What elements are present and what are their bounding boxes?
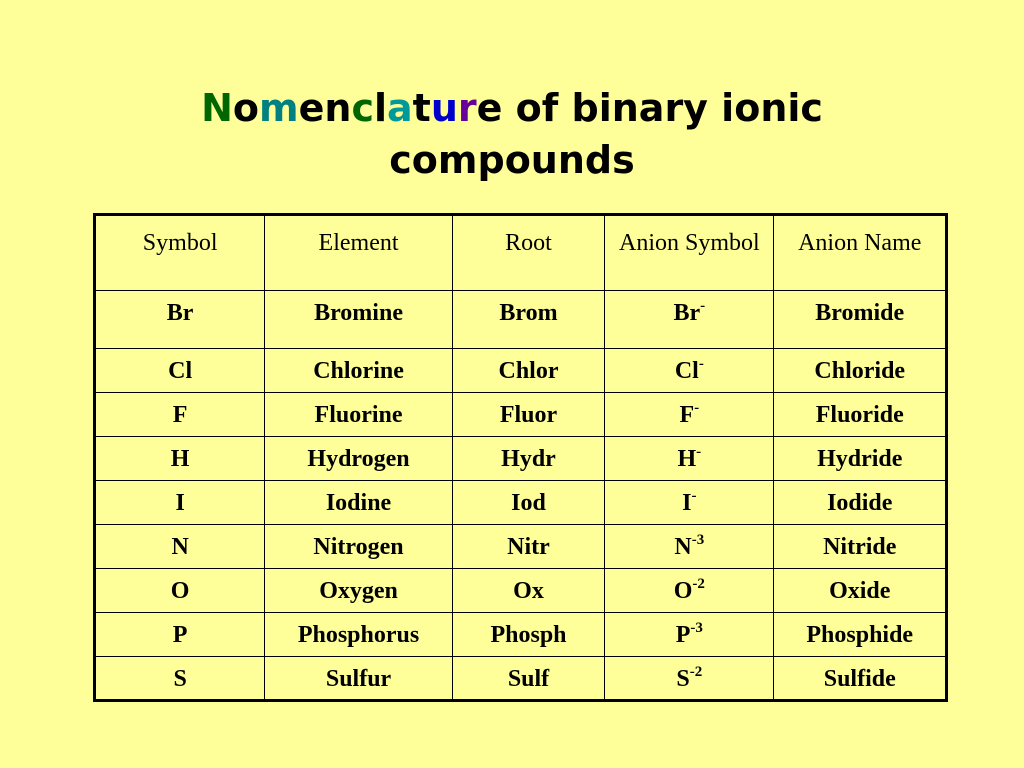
anion-base: S: [676, 666, 690, 692]
cell-anion-symbol: [605, 613, 774, 657]
cell-anion-symbol: [605, 481, 774, 525]
table-row: [95, 481, 947, 525]
anion-charge: -: [698, 356, 704, 372]
cell-element: Phosphorus: [265, 613, 453, 657]
cell-element: Hydrogen: [265, 437, 453, 481]
cell-anion-symbol: [605, 569, 774, 613]
title-letter: c: [351, 86, 374, 130]
anion-charge: -: [696, 444, 702, 460]
table-row: [95, 349, 947, 393]
cell-symbol: S: [95, 657, 265, 701]
table-row: [95, 393, 947, 437]
header-symbol: Symbol: [95, 215, 265, 291]
cell-element: Chlorine: [265, 349, 453, 393]
anion-charge: -: [700, 298, 706, 314]
cell-root: Chlor: [452, 349, 604, 393]
cell-symbol: I: [95, 481, 265, 525]
header-anion-name: Anion Name: [774, 215, 947, 291]
title-letter: n: [324, 86, 352, 130]
cell-symbol: Br: [95, 291, 265, 349]
cell-root: Ox: [452, 569, 604, 613]
header-element: Element: [265, 215, 453, 291]
cell-anion-symbol: [605, 349, 774, 393]
cell-anion-name: Bromide: [774, 291, 947, 349]
header-row: [95, 215, 947, 291]
anion-base: F: [679, 402, 695, 428]
cell-anion-symbol: [605, 525, 774, 569]
title-letter: m: [258, 86, 299, 130]
anion-base: I: [682, 490, 692, 516]
header-anion-symbol: Anion Symbol: [605, 215, 774, 291]
cell-symbol: F: [95, 393, 265, 437]
cell-element: Iodine: [265, 481, 453, 525]
header-root: Root: [452, 215, 604, 291]
title-letter: N: [201, 86, 233, 130]
cell-element: Sulfur: [265, 657, 453, 701]
cell-element: Fluorine: [265, 393, 453, 437]
anion-charge: -2: [689, 664, 703, 680]
cell-root: Sulf: [452, 657, 604, 701]
nomenclature-table: [93, 213, 948, 702]
cell-root: Nitr: [452, 525, 604, 569]
anion-base: O: [673, 578, 693, 604]
cell-element: Bromine: [265, 291, 453, 349]
cell-anion-symbol: [605, 393, 774, 437]
cell-anion-symbol: [605, 657, 774, 701]
cell-anion-symbol: [605, 291, 774, 349]
cell-symbol: N: [95, 525, 265, 569]
cell-root: Hydr: [452, 437, 604, 481]
anion-base: P: [675, 622, 691, 648]
anion-charge: -2: [692, 576, 705, 592]
cell-anion-name: Chloride: [774, 349, 947, 393]
table-row: [95, 525, 947, 569]
title-line-2: compounds: [389, 138, 635, 182]
anion-charge: -3: [690, 620, 703, 636]
slide-title: [0, 82, 1024, 186]
title-letter: r: [457, 86, 477, 130]
anion-base: Cl: [674, 358, 699, 384]
table-row: [95, 437, 947, 481]
cell-element: Nitrogen: [265, 525, 453, 569]
title-letter: t: [412, 86, 431, 130]
cell-root: Fluor: [452, 393, 604, 437]
title-line-1: [0, 82, 1024, 134]
title-letter: o: [232, 86, 259, 130]
cell-symbol: O: [95, 569, 265, 613]
table-row: [95, 613, 947, 657]
cell-symbol: P: [95, 613, 265, 657]
title-letter: e: [298, 86, 325, 130]
title-letter: l: [373, 86, 387, 130]
anion-charge: -: [691, 488, 697, 504]
cell-anion-name: Sulfide: [774, 657, 947, 701]
anion-base: N: [674, 534, 692, 560]
cell-element: Oxygen: [265, 569, 453, 613]
title-letter: a: [387, 86, 413, 130]
cell-symbol: Cl: [95, 349, 265, 393]
table-row: [95, 569, 947, 613]
cell-anion-name: Oxide: [774, 569, 947, 613]
cell-root: Phosph: [452, 613, 604, 657]
cell-anion-name: Hydride: [774, 437, 947, 481]
cell-symbol: H: [95, 437, 265, 481]
anion-charge: -3: [691, 532, 705, 548]
title-letter: u: [430, 86, 458, 130]
cell-anion-name: Nitride: [774, 525, 947, 569]
cell-anion-name: Fluoride: [774, 393, 947, 437]
title-rest: of binary ionic: [502, 86, 823, 130]
cell-anion-name: Phosphide: [774, 613, 947, 657]
cell-anion-symbol: [605, 437, 774, 481]
table-row: [95, 291, 947, 349]
nomenclature-table-container: [93, 213, 948, 702]
cell-anion-name: Iodide: [774, 481, 947, 525]
anion-charge: -: [694, 400, 700, 416]
cell-root: Iod: [452, 481, 604, 525]
title-letter: e: [476, 86, 503, 130]
cell-root: Brom: [452, 291, 604, 349]
table-row: [95, 657, 947, 701]
anion-base: H: [677, 446, 697, 472]
anion-base: Br: [673, 300, 701, 326]
